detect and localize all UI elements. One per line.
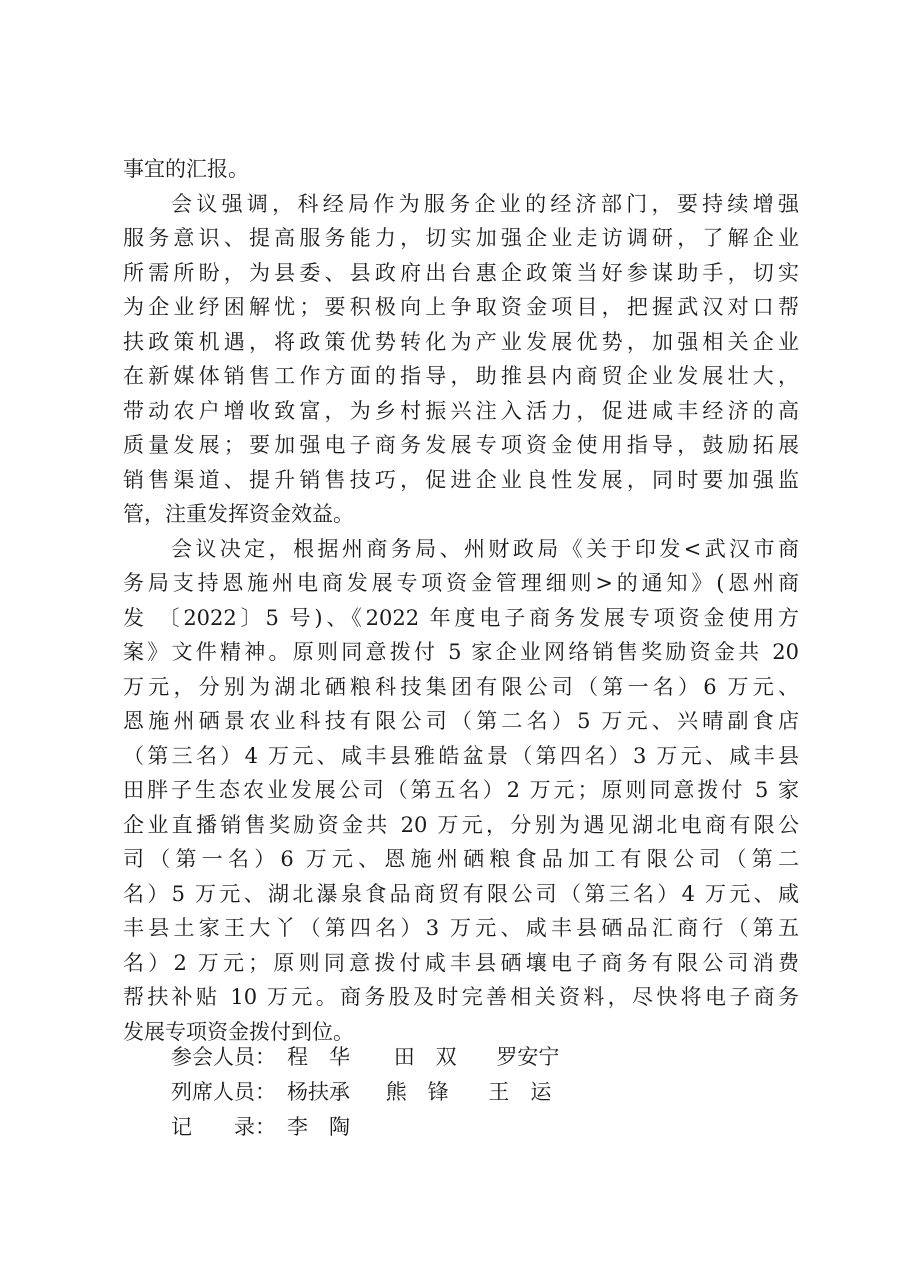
- attendee-name: 罗安宁: [496, 1045, 560, 1069]
- text-line: 服务意识、提高服务能力，切实加强企业走访调研，了解企业: [123, 226, 799, 250]
- text-line: 名）5 万元、湖北瀑泉食品商贸有限公司（第三名）4 万元、咸: [123, 881, 799, 906]
- text-line: 丰县土家王大丫（第四名）3 万元、咸丰县硒品汇商行（第五: [123, 916, 799, 940]
- attendee-name: 田 双: [393, 1045, 457, 1069]
- text-line: 案》文件精神。原则同意拨付 5 家企业网络销售奖励资金共 20: [123, 640, 799, 664]
- text-line: 在新媒体销售工作方面的指导，助推县内商贸企业发展壮大，: [123, 364, 799, 388]
- text-line: 扶政策机遇，将政策优势转化为产业发展优势，加强相关企业: [123, 329, 799, 354]
- paragraph-intro-tail: [123, 152, 799, 187]
- recorder-names: [287, 1110, 350, 1145]
- paragraph-meeting-decision: [123, 532, 799, 1050]
- observer-name: 熊 锋: [385, 1080, 449, 1104]
- text-line: 发 〔2022〕5 号)、《2022 年度电子商务发展专项资金使用方: [123, 605, 799, 630]
- attendees-row: [171, 1040, 559, 1075]
- text-line: 事宜的汇报。: [123, 157, 249, 181]
- body-text: [123, 152, 799, 1049]
- text-line: 发展专项资金拨付到位。: [123, 1019, 354, 1044]
- observers-row: [171, 1075, 559, 1110]
- text-line: 管，注重发挥资金效益。: [123, 502, 354, 526]
- text-line: 务局支持恩施州电商发展专项资金管理细则>的通知》(恩州商: [123, 571, 799, 595]
- text-line: 会议强调，科经局作为服务企业的经济部门，要持续增强: [171, 191, 799, 216]
- text-line: 销售渠道、提升销售技巧，促进企业良性发展，同时要加强监: [123, 467, 799, 492]
- observer-name: 王 运: [488, 1080, 552, 1104]
- text-line: 质量发展；要加强电子商务发展专项资金使用指导，鼓励拓展: [123, 433, 799, 457]
- text-line: 司（第一名）6 万元、恩施州硒粮食品加工有限公司（第二: [123, 847, 799, 871]
- text-line: （第三名）4 万元、咸丰县雅皓盆景（第四名）3 万元、咸丰县: [123, 743, 799, 768]
- recorder-row: [171, 1110, 559, 1145]
- attendees-names: [287, 1040, 559, 1075]
- observers-names: [287, 1075, 551, 1110]
- signature-section: [171, 1040, 559, 1145]
- text-line: 万元，分别为湖北硒粮科技集团有限公司（第一名）6 万元、: [123, 674, 799, 699]
- text-line: 名）2 万元；原则同意拨付咸丰县硒壤电子商务有限公司消费: [123, 950, 799, 975]
- paragraph-meeting-emphasis: [123, 187, 799, 532]
- text-line: 田胖子生态农业发展公司（第五名）2 万元；原则同意拨付 5 家: [123, 778, 799, 802]
- text-line: 企业直播销售奖励资金共 20 万元，分别为遇见湖北电商有限公: [123, 812, 799, 837]
- text-line: 会议决定，根据州商务局、州财政局《关于印发<武汉市商: [171, 536, 799, 561]
- attendee-name: 程 华: [287, 1045, 350, 1069]
- recorder-label: 记 录：: [171, 1115, 276, 1139]
- text-line: 帮扶补贴 10 万元。商务股及时完善相关资料，尽快将电子商务: [123, 985, 799, 1009]
- observer-name: 杨扶承: [287, 1080, 350, 1104]
- text-line: 恩施州硒景农业科技有限公司（第二名）5 万元、兴晴副食店: [123, 709, 799, 733]
- attendees-label: 参会人员：: [171, 1045, 276, 1069]
- text-line: 带动农户增收致富，为乡村振兴注入活力，促进咸丰经济的高: [123, 398, 799, 423]
- text-line: 所需所盼，为县委、县政府出台惠企政策当好参谋助手，切实: [123, 260, 799, 285]
- observers-label: 列席人员：: [171, 1080, 276, 1104]
- text-line: 为企业纾困解忧；要积极向上争取资金项目，把握武汉对口帮: [123, 295, 799, 319]
- recorder-name: 李 陶: [287, 1115, 350, 1139]
